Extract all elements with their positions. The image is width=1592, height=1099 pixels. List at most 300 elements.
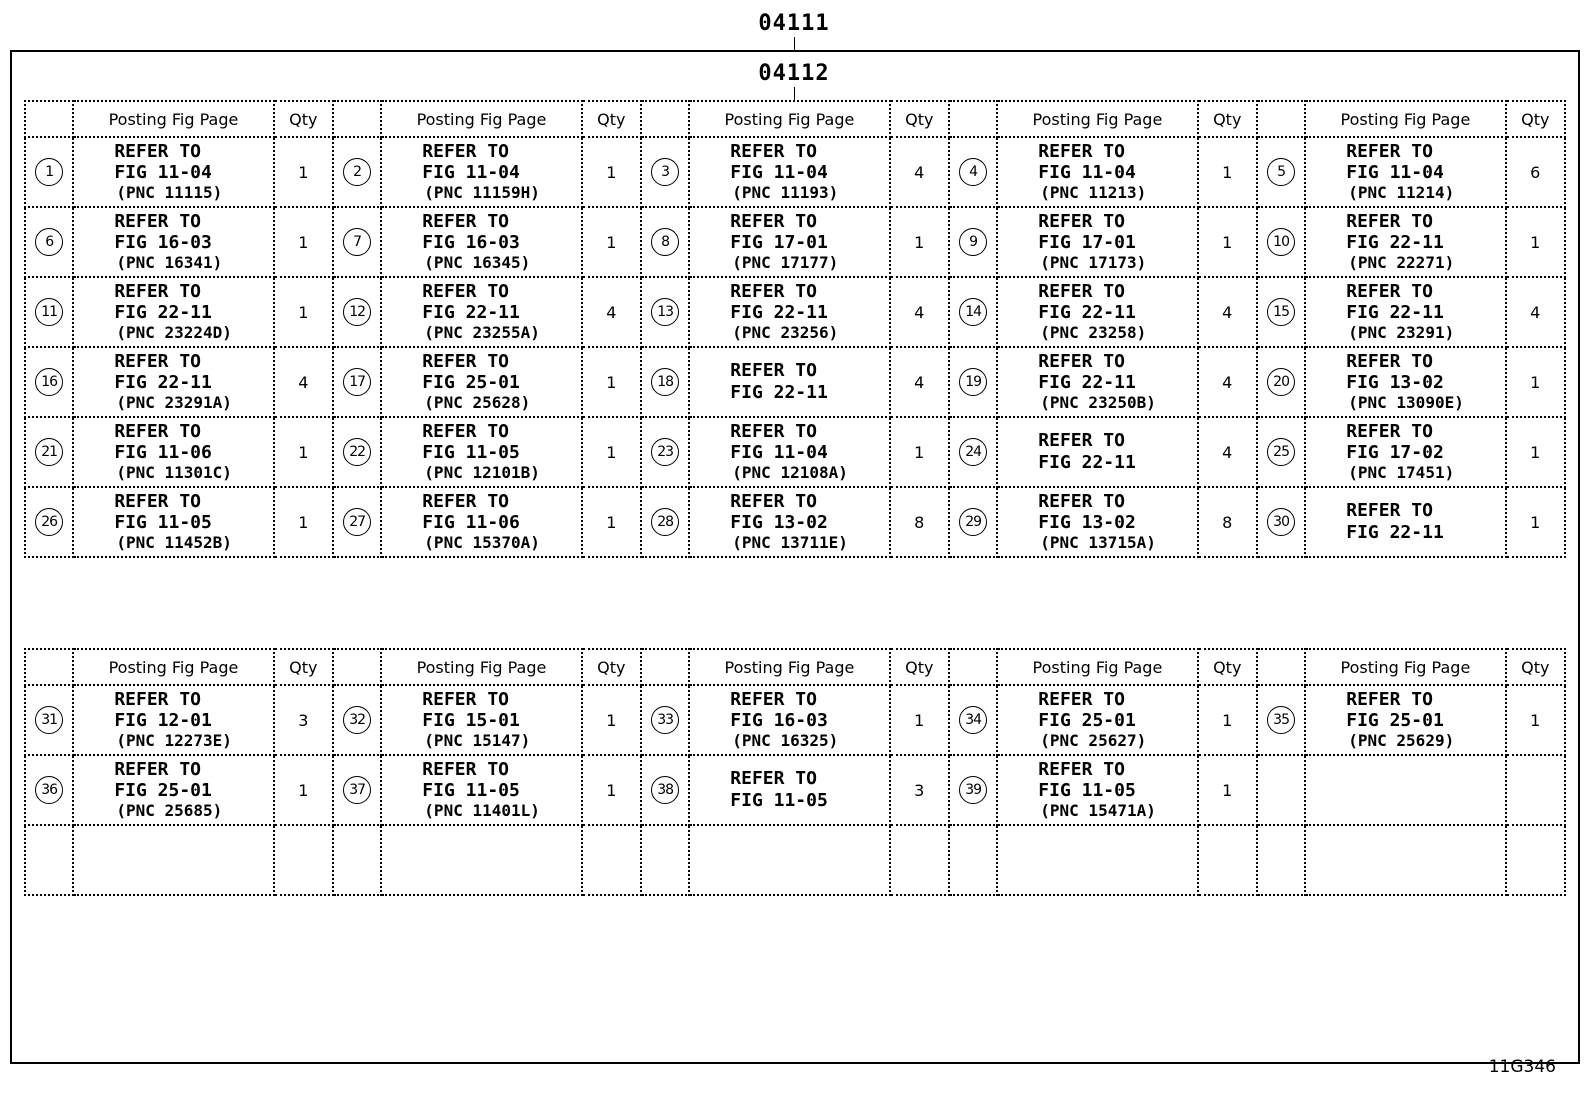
posting-fig-page-cell [689,755,889,825]
header-qty: Qty [890,649,949,685]
reference-text [998,211,1196,273]
qty-cell [274,755,333,825]
fig-reference: FIG 22-11 [1346,232,1444,253]
pnc-number: (PNC 11115) [116,183,223,202]
qty-value: 4 [1222,302,1233,322]
item-number-badge: 17 [343,368,371,396]
fig-reference: FIG 11-04 [422,162,520,183]
item-number-cell [1257,277,1305,347]
item-number-badge: 29 [959,508,987,536]
posting-fig-page-cell [997,347,1197,417]
qty-cell [582,685,641,755]
item-number-badge: 18 [651,368,679,396]
qty-value: 4 [606,302,617,322]
item-number-cell [333,277,381,347]
fig-reference: FIG 15-01 [422,710,520,731]
item-number-cell [641,825,689,895]
fig-reference: FIG 25-01 [422,372,520,393]
refer-to-label: REFER TO [1346,351,1433,372]
item-number-cell [949,347,997,417]
item-number-badge: 1 [35,158,63,186]
refer-to-label: REFER TO [422,491,509,512]
pnc-number: (PNC 13715A) [1040,533,1156,552]
reference-text [382,759,580,821]
item-number-badge: 21 [35,438,63,466]
fig-reference: FIG 22-11 [1346,522,1444,543]
fig-reference: FIG 22-11 [114,302,212,323]
fig-reference: FIG 22-11 [1038,372,1136,393]
fig-reference: FIG 11-05 [114,512,212,533]
pnc-number: (PNC 12101B) [424,463,540,482]
reference-text [1306,421,1504,483]
item-number-badge: 11 [35,298,63,326]
qty-cell [274,487,333,557]
fig-reference: FIG 22-11 [1038,302,1136,323]
item-number-cell [641,417,689,487]
item-number-cell [641,487,689,557]
table-row [25,487,1565,557]
posting-fig-page-cell [73,755,273,825]
qty-value: 1 [1530,512,1541,532]
pnc-number: (PNC 16345) [424,253,531,272]
qty-cell [582,825,641,895]
qty-cell [582,277,641,347]
qty-cell [1198,825,1257,895]
item-number-badge: 8 [651,228,679,256]
qty-cell [1198,755,1257,825]
item-number-badge: 27 [343,508,371,536]
item-number-cell [25,277,73,347]
reference-text [382,421,580,483]
item-number-badge: 33 [651,706,679,734]
item-number-cell [1257,207,1305,277]
header-posting-fig-page: Posting Fig Page [689,649,889,685]
item-number-badge: 9 [959,228,987,256]
qty-cell [1198,685,1257,755]
posting-fig-page-cell [73,347,273,417]
header-posting-fig-page: Posting Fig Page [73,649,273,685]
header-qty: Qty [582,649,641,685]
qty-value: 1 [1530,372,1541,392]
refer-to-label: REFER TO [730,360,817,381]
fig-reference: FIG 25-01 [1346,710,1444,731]
qty-value: 8 [1222,512,1233,532]
header-posting-fig-page: Posting Fig Page [997,649,1197,685]
item-number-badge: 10 [1267,228,1295,256]
reference-text [1306,689,1504,751]
qty-cell [582,417,641,487]
header-num-cell [1257,649,1305,685]
pnc-number: (PNC 23256) [732,323,839,342]
refer-to-label: REFER TO [422,689,509,710]
pnc-number: (PNC 11159H) [424,183,540,202]
fig-reference: FIG 16-03 [422,232,520,253]
refer-to-label: REFER TO [1346,421,1433,442]
qty-value: 1 [1222,162,1233,182]
fig-reference: FIG 11-06 [114,442,212,463]
refer-to-label: REFER TO [1038,689,1125,710]
qty-cell [1506,825,1565,895]
qty-cell [890,347,949,417]
posting-fig-page-cell [1305,825,1505,895]
item-number-cell [25,825,73,895]
table-row [25,825,1565,895]
header-qty: Qty [890,101,949,137]
posting-fig-page-cell [1305,487,1505,557]
posting-fig-page-cell [381,825,581,895]
reference-text [74,141,272,203]
item-number-badge: 20 [1267,368,1295,396]
refer-to-label: REFER TO [1038,141,1125,162]
qty-cell [582,755,641,825]
item-number-cell [641,347,689,417]
posting-fig-page-cell [73,487,273,557]
reference-text [1306,281,1504,343]
refer-to-label: REFER TO [114,141,202,162]
item-number-cell [1257,825,1305,895]
posting-fig-page-cell [381,685,581,755]
refer-to-label: REFER TO [114,281,202,302]
pnc-number: (PNC 23291) [1348,323,1455,342]
refer-to-label: REFER TO [730,491,817,512]
qty-cell [274,825,333,895]
qty-value: 4 [914,372,925,392]
posting-fig-page-cell [73,207,273,277]
posting-fig-page-cell [381,417,581,487]
header-num-cell [949,101,997,137]
pnc-number: (PNC 23255A) [424,323,540,342]
qty-value: 1 [606,780,617,800]
item-number-badge: 25 [1267,438,1295,466]
qty-value: 4 [1222,442,1233,462]
posting-fig-page-cell [997,417,1197,487]
item-number-cell [25,417,73,487]
reference-table-lower [24,648,1566,896]
fig-reference: FIG 11-05 [730,790,828,811]
qty-value: 1 [914,710,925,730]
posting-fig-page-cell [997,755,1197,825]
header-qty: Qty [274,649,333,685]
item-number-cell [333,487,381,557]
pnc-number: (PNC 23258) [1040,323,1147,342]
qty-cell [582,207,641,277]
fig-reference: FIG 12-01 [114,710,212,731]
qty-value: 1 [298,162,309,182]
reference-text [74,281,272,343]
posting-fig-page-cell [381,277,581,347]
pnc-number: (PNC 11193) [732,183,839,202]
refer-to-label: REFER TO [730,211,817,232]
refer-to-label: REFER TO [114,211,202,232]
item-number-badge: 5 [1267,158,1295,186]
pnc-number: (PNC 16325) [732,731,839,750]
fig-reference: FIG 22-11 [1038,452,1136,473]
refer-to-label: REFER TO [1038,351,1125,372]
qty-value: 1 [914,232,925,252]
qty-value: 1 [606,372,617,392]
item-number-cell [641,137,689,207]
posting-fig-page-cell [689,277,889,347]
posting-fig-page-cell [1305,207,1505,277]
qty-cell [274,347,333,417]
leader-line-top [794,37,795,50]
item-number-badge: 24 [959,438,987,466]
refer-to-label: REFER TO [1038,491,1125,512]
pnc-number: (PNC 13711E) [732,533,848,552]
item-number-cell [1257,487,1305,557]
header-qty: Qty [1198,101,1257,137]
refer-to-label: REFER TO [422,351,509,372]
item-number-cell [333,137,381,207]
item-number-badge: 35 [1267,706,1295,734]
qty-cell [582,347,641,417]
posting-fig-page-cell [689,825,889,895]
fig-reference: FIG 13-02 [1346,372,1444,393]
qty-value: 6 [1530,162,1541,182]
item-number-cell [641,207,689,277]
fig-reference: FIG 22-11 [1346,302,1444,323]
leader-line-sub [794,87,795,101]
pnc-number: (PNC 17173) [1040,253,1147,272]
item-number-badge: 14 [959,298,987,326]
header-posting-fig-page: Posting Fig Page [1305,101,1505,137]
item-number-cell [333,347,381,417]
header-posting-fig-page: Posting Fig Page [381,101,581,137]
qty-cell [1506,347,1565,417]
reference-text [690,281,888,343]
fig-reference: FIG 11-04 [730,162,828,183]
posting-fig-page-cell [73,137,273,207]
qty-value: 1 [1222,232,1233,252]
qty-cell [1506,277,1565,347]
item-number-badge: 34 [959,706,987,734]
item-number-cell [333,207,381,277]
posting-fig-page-cell [997,277,1197,347]
table-row [25,755,1565,825]
qty-value: 4 [298,372,309,392]
reference-text [74,759,272,821]
qty-cell [274,207,333,277]
refer-to-label: REFER TO [730,281,817,302]
qty-value: 1 [606,710,617,730]
header-posting-fig-page: Posting Fig Page [1305,649,1505,685]
refer-to-label: REFER TO [422,141,509,162]
refer-to-label: REFER TO [114,689,202,710]
pnc-number: (PNC 15370A) [424,533,540,552]
reference-text [998,430,1196,474]
item-number-badge: 26 [35,508,63,536]
item-number-badge: 7 [343,228,371,256]
reference-text [690,689,888,751]
item-number-badge: 30 [1267,508,1295,536]
reference-text [74,351,272,413]
item-number-cell [25,347,73,417]
pnc-number: (PNC 23224D) [116,323,232,342]
pnc-number: (PNC 22271) [1348,253,1455,272]
item-number-cell [949,277,997,347]
header-num-cell [333,649,381,685]
refer-to-label: REFER TO [730,421,817,442]
header-posting-fig-page: Posting Fig Page [73,101,273,137]
item-number-badge: 2 [343,158,371,186]
item-number-cell [333,755,381,825]
reference-text [74,421,272,483]
item-number-cell [949,685,997,755]
reference-table-upper [24,100,1566,558]
header-qty: Qty [1506,101,1565,137]
pnc-number: (PNC 17177) [732,253,839,272]
reference-text [690,141,888,203]
reference-text [690,421,888,483]
qty-cell [1506,487,1565,557]
fig-reference: FIG 11-04 [1346,162,1444,183]
table-row [25,207,1565,277]
pnc-number: (PNC 11301C) [116,463,232,482]
table-row [25,347,1565,417]
posting-fig-page-cell [689,207,889,277]
item-number-badge: 32 [343,706,371,734]
posting-fig-page-cell [381,487,581,557]
qty-cell [1198,347,1257,417]
pnc-number: (PNC 11213) [1040,183,1147,202]
pnc-number: (PNC 11452B) [116,533,232,552]
qty-value: 3 [298,710,309,730]
qty-cell [1198,487,1257,557]
refer-to-label: REFER TO [1346,141,1433,162]
header-num-cell [949,649,997,685]
qty-cell [1198,277,1257,347]
qty-value: 4 [914,162,925,182]
refer-to-label: REFER TO [1038,211,1125,232]
refer-to-label: REFER TO [422,281,509,302]
reference-text [382,689,580,751]
item-number-cell [333,825,381,895]
item-number-cell [641,685,689,755]
header-num-cell [641,101,689,137]
pnc-number: (PNC 23291A) [116,393,232,412]
fig-reference: FIG 11-04 [1038,162,1136,183]
fig-reference: FIG 16-03 [114,232,212,253]
qty-cell [890,685,949,755]
item-number-cell [949,207,997,277]
qty-cell [890,137,949,207]
qty-cell [890,825,949,895]
fig-reference: FIG 16-03 [730,710,828,731]
item-number-cell [1257,137,1305,207]
qty-cell [890,277,949,347]
reference-text [1306,500,1504,544]
item-number-cell [25,487,73,557]
reference-text [690,491,888,553]
refer-to-label: REFER TO [114,421,202,442]
qty-value: 1 [298,512,309,532]
item-number-badge: 38 [651,776,679,804]
header-posting-fig-page: Posting Fig Page [997,101,1197,137]
header-posting-fig-page: Posting Fig Page [689,101,889,137]
posting-fig-page-cell [381,347,581,417]
reference-text [382,281,580,343]
fig-reference: FIG 25-01 [1038,710,1136,731]
refer-to-label: REFER TO [114,491,202,512]
pnc-number: (PNC 15147) [424,731,531,750]
item-number-badge: 19 [959,368,987,396]
posting-fig-page-cell [1305,347,1505,417]
qty-cell [1506,137,1565,207]
item-number-cell [25,207,73,277]
pnc-number: (PNC 25627) [1040,731,1147,750]
refer-to-label: REFER TO [114,351,202,372]
qty-value: 1 [606,232,617,252]
posting-fig-page-cell [73,277,273,347]
reference-text [690,768,888,812]
refer-to-label: REFER TO [1038,281,1125,302]
item-number-cell [1257,755,1305,825]
table-row [25,685,1565,755]
posting-fig-page-cell [381,207,581,277]
refer-to-label: REFER TO [730,689,817,710]
item-number-badge: 3 [651,158,679,186]
qty-value: 1 [1530,710,1541,730]
item-number-cell [949,825,997,895]
refer-to-label: REFER TO [422,421,509,442]
posting-fig-page-cell [1305,755,1505,825]
header-num-cell [25,101,73,137]
fig-reference: FIG 11-05 [422,780,520,801]
reference-text [74,211,272,273]
fig-reference: FIG 11-06 [422,512,520,533]
header-num-cell [25,649,73,685]
item-number-cell [333,685,381,755]
item-number-badge: 13 [651,298,679,326]
reference-text [998,689,1196,751]
reference-text [690,360,888,404]
header-qty: Qty [1198,649,1257,685]
item-number-badge: 12 [343,298,371,326]
item-number-badge: 16 [35,368,63,396]
posting-fig-page-cell [73,825,273,895]
qty-cell [890,487,949,557]
item-number-cell [25,685,73,755]
fig-reference: FIG 17-01 [730,232,828,253]
item-number-badge: 23 [651,438,679,466]
posting-fig-page-cell [689,347,889,417]
posting-fig-page-cell [73,417,273,487]
pnc-number: (PNC 15471A) [1040,801,1156,820]
posting-fig-page-cell [1305,277,1505,347]
reference-text [998,141,1196,203]
qty-cell [274,137,333,207]
fig-reference: FIG 11-05 [422,442,520,463]
item-number-badge: 22 [343,438,371,466]
posting-fig-page-cell [1305,137,1505,207]
item-number-badge: 15 [1267,298,1295,326]
posting-fig-page-cell [689,137,889,207]
qty-cell [274,277,333,347]
refer-to-label: REFER TO [114,759,202,780]
item-number-cell [641,277,689,347]
pnc-number: (PNC 11214) [1348,183,1455,202]
reference-text [1306,141,1504,203]
qty-value: 1 [606,512,617,532]
refer-to-label: REFER TO [1346,281,1433,302]
item-number-cell [949,487,997,557]
fig-reference: FIG 22-11 [114,372,212,393]
item-number-badge: 28 [651,508,679,536]
qty-value: 1 [606,162,617,182]
fig-reference: FIG 11-05 [1038,780,1136,801]
qty-cell [274,685,333,755]
table-header-row [25,649,1565,685]
